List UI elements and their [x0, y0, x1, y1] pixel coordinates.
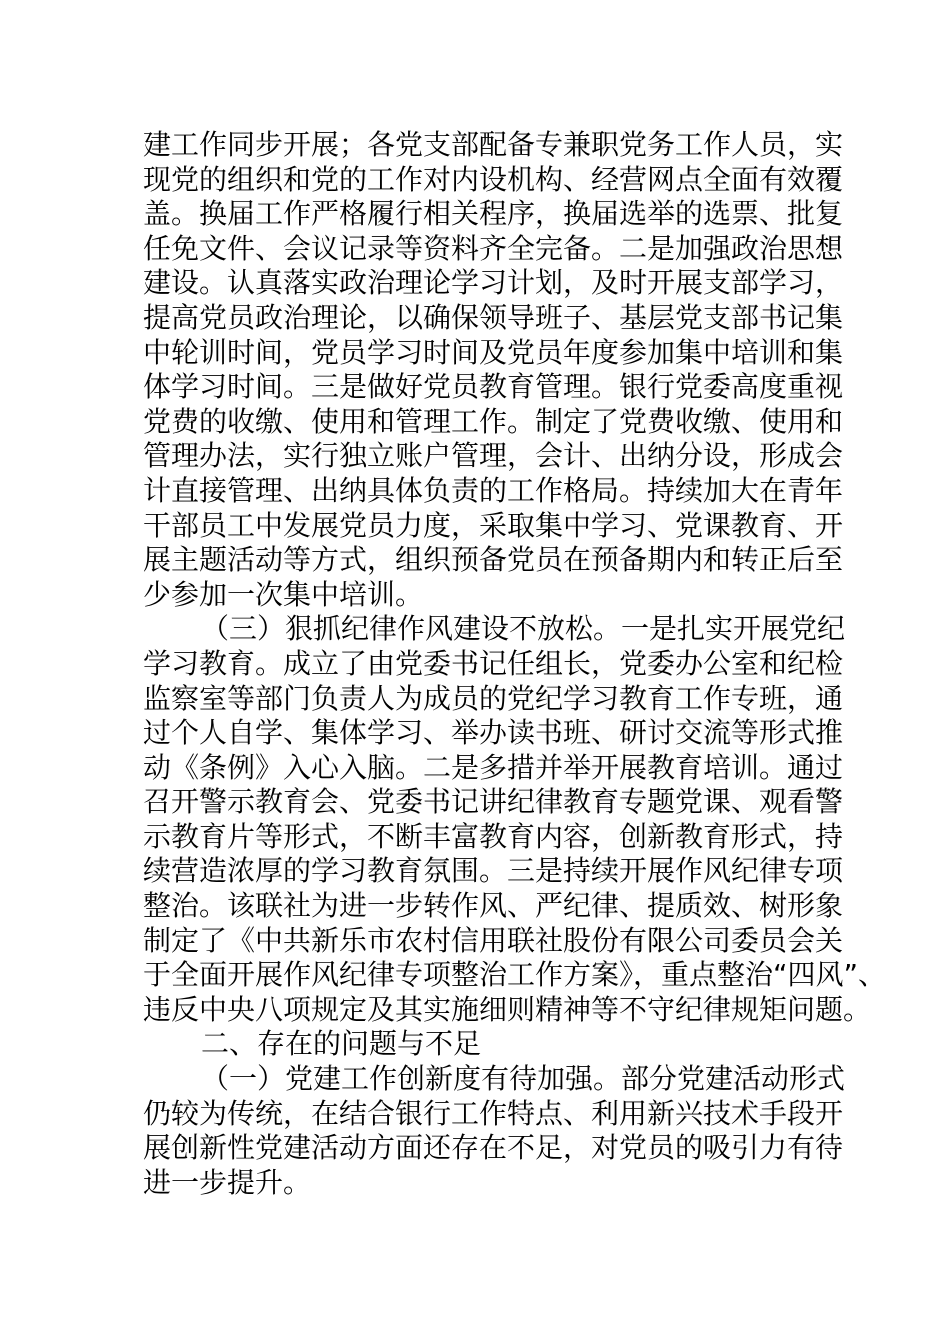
text-line: 现党的组织和党的工作对内设机构、经营网点全面有效覆	[143, 162, 844, 196]
text-line: 建设。认真落实政治理论学习计划，及时开展支部学习，	[143, 266, 844, 300]
text-line: 盖。换届工作严格履行相关程序，换届选举的选票、批复	[143, 197, 844, 231]
text-line: 任免文件、会议记录等资料齐全完备。二是加强政治思想	[143, 231, 844, 265]
text-line: 展主题活动等方式，组织预备党员在预备期内和转正后至	[143, 543, 844, 577]
text-line: 计直接管理、出纳具体负责的工作格局。持续加大在青年	[143, 473, 844, 507]
text-line: 展创新性党建活动方面还存在不足，对党员的吸引力有待	[143, 1131, 844, 1165]
text-line: 体学习时间。三是做好党员教育管理。银行党委高度重视	[143, 370, 844, 404]
text-line: 管理办法，实行独立账户管理，会计、出纳分设，形成会	[143, 439, 844, 473]
text-line: 续营造浓厚的学习教育氛围。三是持续开展作风纪律专项	[143, 854, 844, 888]
text-line: 中轮训时间，党员学习时间及党员年度参加集中培训和集	[143, 335, 844, 369]
text-line: 于全面开展作风纪律专项整治工作方案》，重点整治“四风”、	[143, 958, 887, 992]
text-line: 建工作同步开展；各党支部配备专兼职党务工作人员，实	[143, 128, 844, 161]
text-line: 二、存在的问题与不足	[201, 1027, 482, 1061]
text-line: 示教育片等形式，不断丰富教育内容，创新教育形式，持	[143, 819, 844, 853]
text-line: 少参加一次集中培训。	[143, 577, 424, 611]
text-line: 监察室等部门负责人为成员的党纪学习教育工作专班，通	[143, 681, 844, 715]
text-line: 学习教育。成立了由党委书记任组长，党委办公室和纪检	[143, 646, 844, 680]
text-line: （三）狠抓纪律作风建设不放松。一是扎实开展党纪	[201, 612, 846, 646]
text-line: 仍较为传统，在结合银行工作特点、利用新兴技术手段开	[143, 1096, 844, 1130]
text-line: 党费的收缴、使用和管理工作。制定了党费收缴、使用和	[143, 404, 844, 438]
document-body	[143, 128, 887, 1200]
text-line: 整治。该联社为进一步转作风、严纪律、提质效、树形象	[143, 889, 844, 923]
text-line: 制定了《中共新乐市农村信用联社股份有限公司委员会关	[143, 923, 844, 957]
text-line: 动《条例》入心入脑。二是多措并举开展教育培训。通过	[143, 750, 844, 784]
text-line: 违反中央八项规定及其实施细则精神等不守纪律规矩问题。	[143, 992, 872, 1026]
text-line: 进一步提升。	[143, 1165, 312, 1199]
text-line: 干部员工中发展党员力度，采取集中学习、党课教育、开	[143, 508, 844, 542]
text-line: 提高党员政治理论，以确保领导班子、基层党支部书记集	[143, 300, 844, 334]
text-line: （一）党建工作创新度有待加强。部分党建活动形式	[201, 1062, 846, 1096]
text-line: 过个人自学、集体学习、举办读书班、研讨交流等形式推	[143, 716, 844, 750]
text-line: 召开警示教育会、党委书记讲纪律教育专题党课、观看警	[143, 785, 844, 819]
